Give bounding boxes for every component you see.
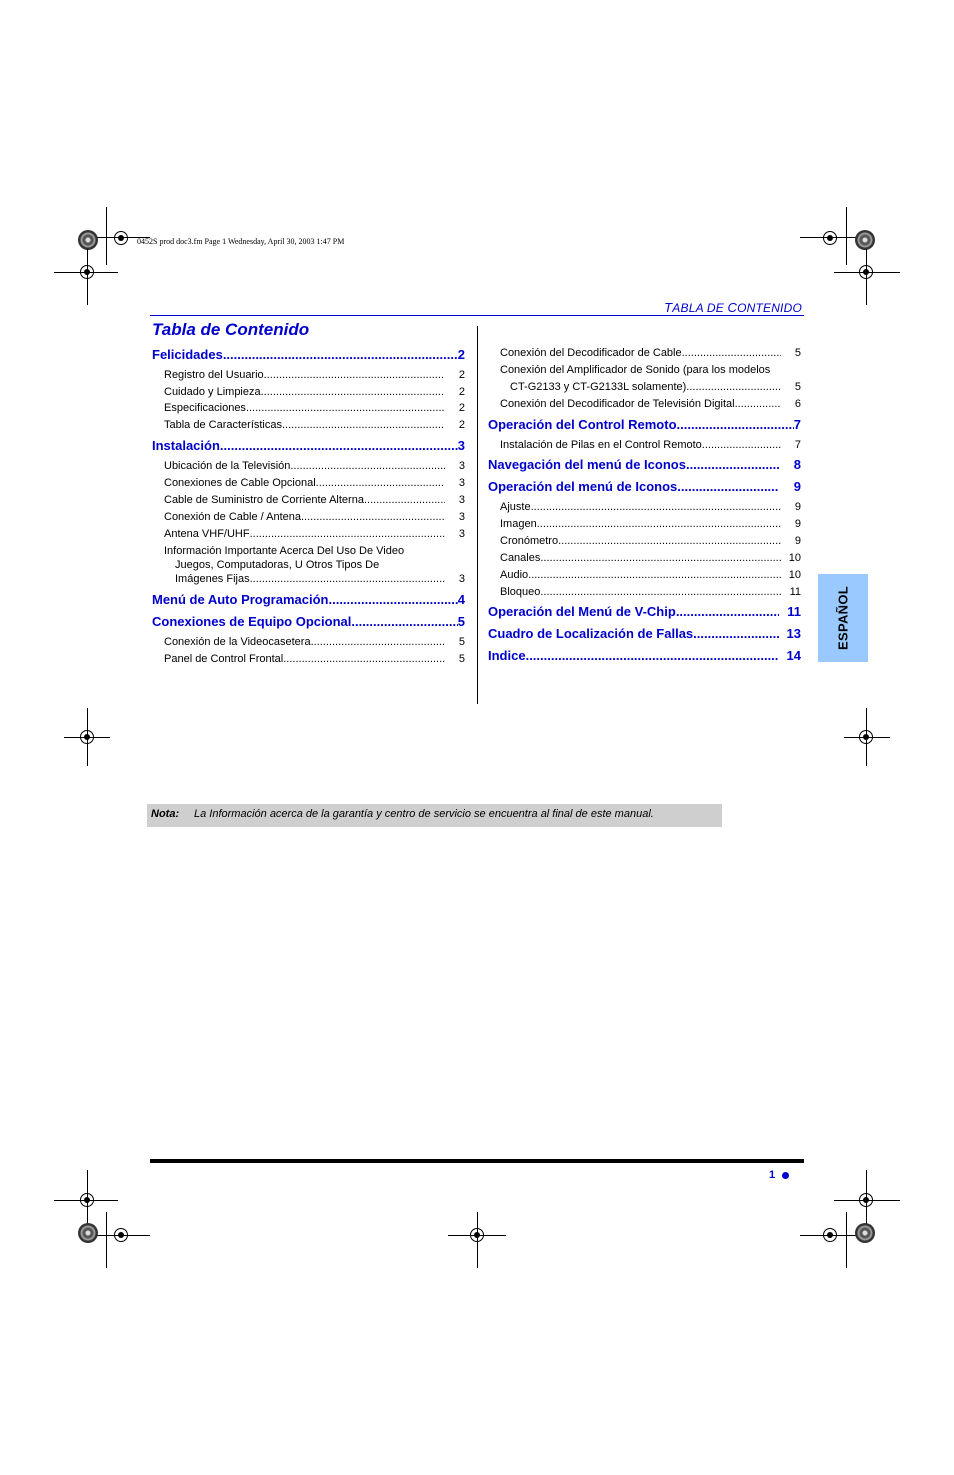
toc-entry-ajuste[interactable]: Ajuste ..... 9 bbox=[500, 501, 801, 513]
toc-entry-conexion-antena[interactable]: Conexión de Cable / Antena ..... 3 bbox=[164, 511, 465, 523]
toc-entry-tabla-caracteristicas[interactable]: Tabla de Características ..... 2 bbox=[164, 419, 465, 431]
registration-mark-icon bbox=[823, 231, 837, 245]
note-text: La Información acerca de la garantía y centro de servicio se encuentra al final de este manual. bbox=[194, 808, 654, 820]
toc-entry-canales[interactable]: Canales ..... 10 bbox=[500, 552, 801, 564]
toc-entry-antena-vhf[interactable]: Antena VHF/UHF ..... 3 bbox=[164, 528, 465, 540]
registration-mark-icon bbox=[859, 265, 873, 279]
toc-entry-bloqueo[interactable]: Bloqueo ..... 11 bbox=[500, 586, 801, 598]
toc-entry-instalacion[interactable]: Instalación ..... 3 bbox=[152, 438, 465, 453]
header-rule bbox=[150, 315, 804, 316]
toc-entry-menu-auto[interactable]: Menú de Auto Programación ..... 4 bbox=[152, 592, 465, 607]
toc-entry-conexiones-equipo[interactable]: Conexiones de Equipo Opcional ..... 5 bbox=[152, 614, 465, 629]
toc-entry-cronometro[interactable]: Cronómetro ..... 9 bbox=[500, 535, 801, 547]
toc-entry-imagen[interactable]: Imagen ..... 9 bbox=[500, 518, 801, 530]
running-header: TABLA DE CONTENIDO bbox=[664, 300, 802, 315]
page-title: Tabla de Contenido bbox=[152, 320, 310, 339]
crop-mark bbox=[106, 207, 107, 265]
page-number: 1 bbox=[769, 1169, 776, 1181]
crop-mark bbox=[846, 1212, 847, 1268]
toc-entry-control-remoto[interactable]: Operación del Control Remoto ..... 7 bbox=[488, 417, 801, 432]
toc-entry-operacion-iconos[interactable]: Operación del menú de Iconos ..... 9 bbox=[488, 479, 801, 494]
registration-mark-icon bbox=[859, 730, 873, 744]
toc-entry-panel[interactable]: Panel de Control Frontal ..... 5 bbox=[164, 653, 465, 665]
toc-entry-pilas[interactable]: Instalación de Pilas en el Control Remoto ..... 7 bbox=[500, 439, 801, 451]
toc-entry-registro[interactable]: Registro del Usuario ..... 2 bbox=[164, 369, 465, 381]
toc-entry-fallas[interactable]: Cuadro de Localización de Fallas ..... 13 bbox=[488, 626, 801, 641]
toc-entry-decodificador-tv[interactable]: Conexión del Decodificador de Televisión Digital ..... 6 bbox=[500, 398, 801, 410]
registration-mark-icon bbox=[80, 265, 94, 279]
toc-entry-decodificador[interactable]: Conexión del Decodificador de Cable ..... 5 bbox=[500, 347, 801, 359]
toc-entry-indice[interactable]: Indice ..... 14 bbox=[488, 648, 801, 663]
column-divider bbox=[477, 326, 478, 704]
language-tab: ESPAÑOL bbox=[818, 574, 868, 662]
color-disc-icon bbox=[78, 230, 98, 250]
color-disc-icon bbox=[78, 1223, 98, 1243]
toc-entry-info-line2[interactable]: Juegos, Computadoras, U Otros Tipos De bbox=[175, 559, 380, 571]
toc-entry-cable-suministro[interactable]: Cable de Suministro de Corriente Alterna ..... 3 bbox=[164, 494, 465, 506]
toc-entry-amplificador-line1[interactable]: Conexión del Amplificador de Sonido (para los modelos bbox=[500, 364, 771, 376]
footer-rule bbox=[150, 1159, 804, 1163]
registration-mark-icon bbox=[114, 1228, 128, 1242]
registration-mark-icon bbox=[470, 1228, 484, 1242]
toc-entry-info-line1[interactable]: Información Importante Acerca Del Uso De Video bbox=[164, 545, 405, 557]
file-stamp: 0452S prod doc3.fm Page 1 Wednesday, April 30, 2003 1:47 PM bbox=[137, 237, 345, 246]
crop-mark bbox=[106, 1212, 107, 1268]
note-label: Nota: bbox=[151, 808, 180, 820]
crop-mark bbox=[846, 207, 847, 265]
registration-mark-icon bbox=[859, 1193, 873, 1207]
toc-entry-felicidades[interactable]: Felicidades ..... 2 bbox=[152, 347, 465, 362]
registration-mark-icon bbox=[823, 1228, 837, 1242]
toc-entry-especificaciones[interactable]: Especificaciones ..... 2 bbox=[164, 402, 465, 414]
toc-entry-cuidado[interactable]: Cuidado y Limpieza ..... 2 bbox=[164, 386, 465, 398]
toc-entry-amplificador-line2[interactable]: CT-G2133 y CT-G2133L solamente) ..... 5 bbox=[510, 381, 801, 393]
registration-mark-icon bbox=[114, 231, 128, 245]
toc-entry-videocasetera[interactable]: Conexión de la Videocasetera ..... 5 bbox=[164, 636, 465, 648]
toc-entry-navegacion[interactable]: Navegación del menú de Iconos ..... 8 bbox=[488, 457, 801, 472]
bullet-icon bbox=[782, 1172, 789, 1179]
toc-entry-vchip[interactable]: Operación del Menú de V-Chip ..... 11 bbox=[488, 604, 801, 619]
color-disc-icon bbox=[855, 230, 875, 250]
registration-mark-icon bbox=[80, 730, 94, 744]
color-disc-icon bbox=[855, 1223, 875, 1243]
toc-entry-audio[interactable]: Audio ..... 10 bbox=[500, 569, 801, 581]
toc-entry-imagenes-fijas[interactable]: Imágenes Fijas. ..... 3 bbox=[175, 573, 465, 585]
toc-entry-conexiones-cable[interactable]: Conexiones de Cable Opcional ..... 3 bbox=[164, 477, 465, 489]
note-box bbox=[147, 804, 722, 827]
registration-mark-icon bbox=[80, 1193, 94, 1207]
toc-entry-ubicacion[interactable]: Ubicación de la Televisión ..... 3 bbox=[164, 460, 465, 472]
